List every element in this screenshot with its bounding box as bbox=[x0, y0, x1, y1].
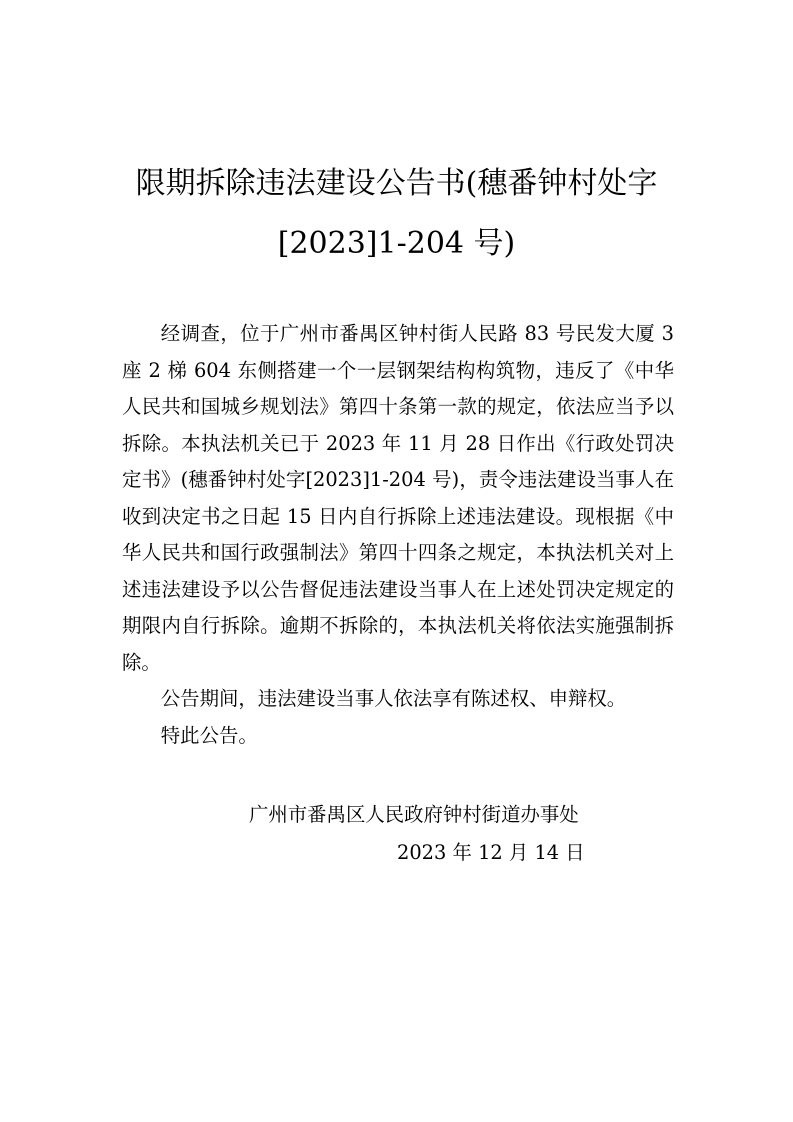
document-body bbox=[122, 316, 674, 754]
signature-date: 2023 年 12 月 14 日 bbox=[397, 841, 585, 864]
document-title-line-1: 限期拆除违法建设公告书(穗番钟村处字 bbox=[135, 166, 658, 201]
body-paragraph-rights: 公告期间，违法建设当事人依法享有陈述权、申辩权。 bbox=[160, 687, 627, 710]
body-paragraph-closing: 特此公告。 bbox=[160, 723, 258, 747]
document-title-line-2: [2023]1-204 号) bbox=[277, 226, 516, 261]
body-paragraph-main: 经调查，位于广州市番禺区钟村街人民路 83 号民发大厦 3 座 2 梯 604 东侧搭建一个一层钢架结构构筑物，违反了《中华人民共和国城乡规划法》第四十条第一款的规定，依法应当予以拆除。本执法机关已于 2023 年 11 月 28 日作出《行政处罚决定书》(穗番钟村处字[2023]1-204 号)，责令违法建设当事人在收到决定书之日起 15 日内自行拆除上述违法建设。现根据《中华人民共和国行政强制法》第四十四条之规定，本执法机关对上述违法建设予以公告督促违法建设当事人在上述处罚决定规定的期限内自行拆除。逾期不拆除的，本执法机关将依法实施强制拆除。 bbox=[122, 322, 674, 674]
signature-organization: 广州市番禺区人民政府钟村街道办事处 bbox=[249, 803, 579, 826]
